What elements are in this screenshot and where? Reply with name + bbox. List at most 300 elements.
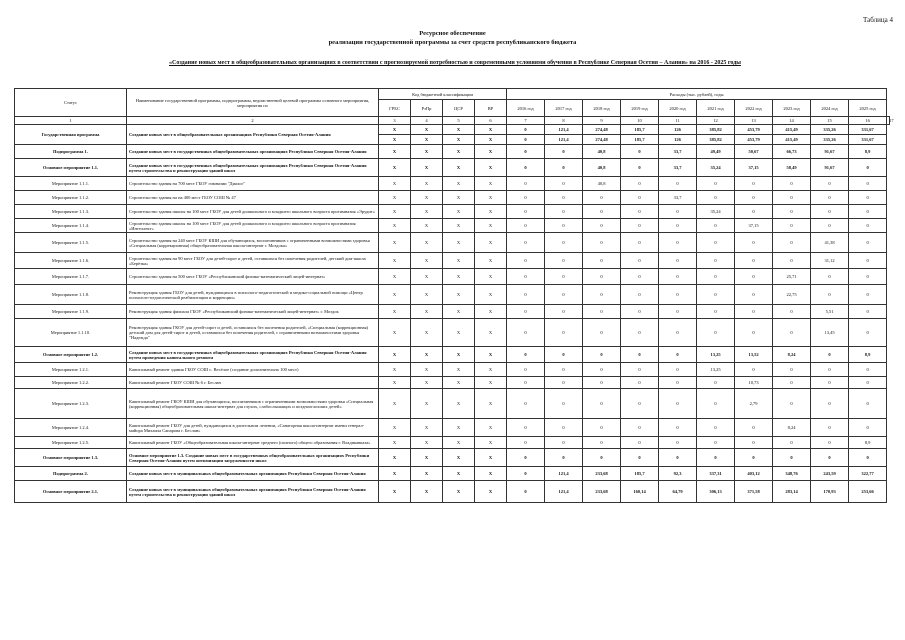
- table-row: [15, 253, 890, 269]
- value-cell: 0: [811, 389, 849, 419]
- code-cell: X: [379, 191, 411, 205]
- value-cell: 0: [659, 305, 697, 319]
- row-name: Строительство здания на на 400 мест ГБОУ СОШ № 47: [127, 191, 379, 205]
- value-cell: 0: [621, 145, 659, 159]
- value-cell: 0: [773, 191, 811, 205]
- value-cell: 0: [811, 177, 849, 191]
- code-cell: X: [475, 219, 507, 233]
- table-row: [15, 437, 890, 449]
- table-row: [15, 285, 890, 305]
- code-cell: X: [443, 159, 475, 177]
- code-cell: X: [475, 253, 507, 269]
- code-cell: X: [379, 467, 411, 481]
- value-cell: 0: [507, 253, 545, 269]
- row-name: Строительство здания на 240 мест ГБОУ КШИ для обучающихся, воспитанников с ограниченными возможностями здоровья «Специальная (коррекционная) общеобразовательная школа-интернат г. Моздока»: [127, 233, 379, 253]
- code-cell: X: [443, 177, 475, 191]
- code-cell: X: [379, 269, 411, 285]
- value-cell: 0: [811, 377, 849, 389]
- code-cell: X: [443, 285, 475, 305]
- code-cell: X: [443, 363, 475, 377]
- code-cell: X: [379, 347, 411, 363]
- value-cell: 337,31: [697, 467, 735, 481]
- row-status: Мероприятие 1.2.3.: [15, 389, 127, 419]
- code-cell: X: [411, 285, 443, 305]
- value-cell: 0: [811, 269, 849, 285]
- value-cell: 0: [621, 253, 659, 269]
- code-cell: X: [379, 377, 411, 389]
- value-cell: 5,51: [811, 305, 849, 319]
- table-row: [15, 177, 890, 191]
- code-cell: X: [379, 305, 411, 319]
- column-number-row: [15, 117, 890, 125]
- value-cell: 0: [583, 253, 621, 269]
- value-cell: 0: [507, 363, 545, 377]
- code-cell: X: [379, 449, 411, 467]
- value-cell: 0: [507, 377, 545, 389]
- table-label: Таблица 4: [863, 16, 893, 24]
- row-status: Мероприятие 1.1.4.: [15, 219, 127, 233]
- value-cell: 0: [507, 135, 545, 145]
- value-cell: 274,48: [583, 135, 621, 145]
- row-name: Строительство здания на 500 мест ГБОУ «Республиканский физико-математический лицей-интернат»: [127, 269, 379, 285]
- code-cell: X: [411, 449, 443, 467]
- value-cell: 0: [849, 253, 887, 269]
- row-status: Мероприятие 1.1.9.: [15, 305, 127, 319]
- value-cell: 0: [507, 305, 545, 319]
- value-cell: 22,75: [773, 285, 811, 305]
- column-number: 6: [475, 117, 507, 125]
- row-status: Мероприятие 1.2.2.: [15, 377, 127, 389]
- row-name: Реконструкция здания ГБОУ для детей, нуждающихся в психолого-педагогической и медико-социальной помощи «Центр психолого-педагогической реабилитации и коррекции»: [127, 285, 379, 305]
- value-cell: 0: [849, 419, 887, 437]
- value-cell: 0: [735, 233, 773, 253]
- code-cell: X: [443, 125, 475, 135]
- value-cell: 0: [583, 437, 621, 449]
- code-cell: X: [379, 219, 411, 233]
- table-row: [15, 159, 890, 177]
- code-cell: X: [443, 205, 475, 219]
- value-cell: 322,77: [849, 467, 887, 481]
- code-cell: X: [411, 319, 443, 347]
- value-cell: 0: [773, 437, 811, 449]
- row-name: Строительство здания школы на 100 мест ГБОУ для детей дошкольного и младшего школьного возраста прогимназия «Интеллект»: [127, 219, 379, 233]
- value-cell: 0: [545, 389, 583, 419]
- value-cell: 0: [507, 177, 545, 191]
- value-cell: 0: [621, 177, 659, 191]
- value-cell: 0: [735, 177, 773, 191]
- value-cell: 37,15: [735, 159, 773, 177]
- value-cell: 121,4: [545, 481, 583, 503]
- code-cell: X: [379, 437, 411, 449]
- table-row: [15, 205, 890, 219]
- code-cell: X: [411, 191, 443, 205]
- value-cell: 0: [507, 205, 545, 219]
- value-cell: 348,76: [773, 467, 811, 481]
- code-cell: X: [443, 253, 475, 269]
- value-cell: 13,52: [735, 347, 773, 363]
- value-cell: 0: [659, 233, 697, 253]
- value-cell: 0: [811, 219, 849, 233]
- row-status: Мероприятие 1.1.2.: [15, 191, 127, 205]
- value-cell: 37,15: [735, 219, 773, 233]
- code-cell: X: [411, 159, 443, 177]
- value-cell: 0: [583, 347, 621, 363]
- value-cell: 306,13: [697, 481, 735, 503]
- value-cell: 0: [583, 269, 621, 285]
- row-name: Основное мероприятие 1.3. Создание новых мест в государственных общеобразовательных организациях Республики Северная Осетия-Алания путем оптимизации загруженности школ: [127, 449, 379, 467]
- value-cell: 0: [697, 233, 735, 253]
- code-cell: X: [443, 191, 475, 205]
- value-cell: 0: [583, 449, 621, 467]
- code-cell: X: [475, 269, 507, 285]
- column-number: 10: [621, 117, 659, 125]
- code-cell: X: [475, 449, 507, 467]
- value-cell: 0: [773, 305, 811, 319]
- code-cell: X: [475, 437, 507, 449]
- value-cell: 0: [697, 377, 735, 389]
- value-cell: 0: [849, 205, 887, 219]
- code-cell: X: [411, 377, 443, 389]
- value-cell: 0: [849, 233, 887, 253]
- value-cell: 0: [697, 437, 735, 449]
- code-cell: X: [411, 145, 443, 159]
- row-name: Строительство здания на 90 мест ГБОУ для детей-сирот и детей, оставшихся без попечения родителей, детский дом-школа «Берёзка»: [127, 253, 379, 269]
- table-row: [15, 233, 890, 253]
- value-cell: 0: [697, 305, 735, 319]
- value-cell: 13,45: [811, 319, 849, 347]
- value-cell: 331,67: [849, 125, 887, 135]
- value-cell: 0: [621, 437, 659, 449]
- code-cell: X: [411, 347, 443, 363]
- value-cell: 121,4: [545, 467, 583, 481]
- header-year-4: 2020 год: [659, 100, 697, 117]
- value-cell: 0: [507, 269, 545, 285]
- value-cell: 0: [735, 449, 773, 467]
- value-cell: 0: [507, 389, 545, 419]
- row-status: Основное мероприятие 1.2.: [15, 347, 127, 363]
- header-expenses: Расходы (тыс. рублей), годы: [507, 89, 887, 100]
- table-row: [15, 191, 890, 205]
- value-cell: 0: [849, 191, 887, 205]
- row-status: Основное мероприятие 1.1.: [15, 159, 127, 177]
- value-cell: 0: [849, 389, 887, 419]
- column-number: 5: [443, 117, 475, 125]
- row-status: Подпрограмма 2.: [15, 467, 127, 481]
- value-cell: 0: [545, 305, 583, 319]
- row-name: Создание новых мест в государственных общеобразовательных организациях Республики Северная Осетия-Алания: [127, 145, 379, 159]
- value-cell: 40,8: [583, 177, 621, 191]
- value-cell: 0: [659, 437, 697, 449]
- header-year-3: 2019 год: [621, 100, 659, 117]
- value-cell: 0: [659, 419, 697, 437]
- code-cell: X: [443, 481, 475, 503]
- code-cell: X: [475, 233, 507, 253]
- row-status: Мероприятие 1.2.1.: [15, 363, 127, 377]
- code-cell: X: [443, 233, 475, 253]
- value-cell: 0: [697, 319, 735, 347]
- value-cell: 403,12: [735, 467, 773, 481]
- code-cell: X: [475, 205, 507, 219]
- value-cell: 0: [735, 253, 773, 269]
- value-cell: 0: [659, 253, 697, 269]
- value-cell: 0: [735, 363, 773, 377]
- value-cell: 415,49: [773, 125, 811, 135]
- header-year-6: 2022 год: [735, 100, 773, 117]
- value-cell: 40,8: [583, 159, 621, 177]
- code-cell: X: [411, 135, 443, 145]
- value-cell: 0: [545, 437, 583, 449]
- value-cell: 0: [697, 449, 735, 467]
- value-cell: 58,49: [773, 159, 811, 177]
- value-cell: 0: [507, 319, 545, 347]
- value-cell: 0: [697, 419, 735, 437]
- table-row: [15, 269, 890, 285]
- value-cell: 335,26: [811, 125, 849, 135]
- value-cell: 0: [545, 285, 583, 305]
- row-name: Капитальный ремонт ГБОУ для детей, нуждающихся в длительном лечении, «Санаторная школа-интернат имени генерал-майора Михаила Сапарова г. Беслан»: [127, 419, 379, 437]
- code-cell: X: [475, 125, 507, 135]
- value-cell: 0: [659, 269, 697, 285]
- code-cell: X: [443, 305, 475, 319]
- value-cell: 126: [659, 125, 697, 135]
- code-cell: X: [411, 481, 443, 503]
- value-cell: 8,9: [849, 145, 887, 159]
- header-code-3: ВР: [475, 100, 507, 117]
- table-row: [15, 449, 890, 467]
- code-cell: X: [411, 125, 443, 135]
- value-cell: 0: [507, 191, 545, 205]
- document-title-line2: реализации государственной программы за счет средств республиканского бюджета: [328, 39, 577, 46]
- column-number: 1: [15, 117, 127, 125]
- value-cell: 331,67: [849, 135, 887, 145]
- value-cell: 0: [773, 233, 811, 253]
- column-number: 11: [659, 117, 697, 125]
- value-cell: 0: [621, 233, 659, 253]
- value-cell: 35,24: [697, 159, 735, 177]
- value-cell: 0: [583, 377, 621, 389]
- value-cell: 415,49: [773, 135, 811, 145]
- code-cell: X: [475, 467, 507, 481]
- value-cell: 0: [621, 419, 659, 437]
- row-name: Капитальный ремонт ГКОУ КШИ для обучающихся, воспитанников с ограниченными возможностями здоровья «Специальная (коррекционная) общеобразовательная школа-интернат для глухих, слабослышащих и позднооглохших детей»: [127, 389, 379, 419]
- header-status: Статус: [15, 89, 127, 117]
- value-cell: 0: [735, 419, 773, 437]
- value-cell: 0: [545, 419, 583, 437]
- value-cell: 0: [583, 305, 621, 319]
- value-cell: 91,67: [811, 145, 849, 159]
- column-number: 16: [849, 117, 887, 125]
- value-cell: 0: [659, 347, 697, 363]
- value-cell: 185,7: [621, 467, 659, 481]
- header-year-2: 2018 год: [583, 100, 621, 117]
- value-cell: 0: [659, 319, 697, 347]
- code-cell: X: [475, 191, 507, 205]
- value-cell: 0: [507, 437, 545, 449]
- document-title: Ресурсное обеспечение: [419, 30, 486, 37]
- code-cell: X: [411, 437, 443, 449]
- code-cell: X: [379, 125, 411, 135]
- column-number: 15: [811, 117, 849, 125]
- value-cell: 64,79: [659, 481, 697, 503]
- value-cell: 0: [621, 347, 659, 363]
- code-cell: X: [379, 419, 411, 437]
- row-status: Мероприятие 1.1.10.: [15, 319, 127, 347]
- value-cell: 0: [735, 319, 773, 347]
- row-status: Государственная программа: [15, 125, 127, 145]
- value-cell: 0: [849, 363, 887, 377]
- value-cell: 0: [849, 377, 887, 389]
- value-cell: 0: [507, 481, 545, 503]
- table-row: [15, 377, 890, 389]
- code-cell: X: [475, 481, 507, 503]
- value-cell: 0: [849, 319, 887, 347]
- code-cell: X: [443, 219, 475, 233]
- value-cell: 0: [849, 177, 887, 191]
- code-cell: X: [411, 219, 443, 233]
- resource-table: [14, 88, 894, 503]
- value-cell: 0: [507, 419, 545, 437]
- value-cell: 0: [621, 305, 659, 319]
- table-row: [15, 347, 890, 363]
- value-cell: 0: [545, 269, 583, 285]
- code-cell: X: [411, 419, 443, 437]
- code-cell: X: [443, 419, 475, 437]
- code-cell: X: [379, 177, 411, 191]
- value-cell: 0: [583, 319, 621, 347]
- code-cell: X: [475, 285, 507, 305]
- value-cell: 33,7: [659, 191, 697, 205]
- table-row: [15, 363, 890, 377]
- value-cell: 0: [735, 305, 773, 319]
- code-cell: X: [411, 363, 443, 377]
- code-cell: X: [443, 319, 475, 347]
- table-body: [15, 125, 890, 503]
- value-cell: 13,25: [697, 347, 735, 363]
- value-cell: 160,14: [621, 481, 659, 503]
- row-name: Строительство здания на 700 мест ГБОУ гимназии "Диалог": [127, 177, 379, 191]
- row-name: Создание новых мест в государственных общеобразовательных организациях Республики Северная Осетия-Алания путем проведения капитального ремонта: [127, 347, 379, 363]
- row-name: Создание новых мест в муниципальных общеобразовательных организациях Республики Северная Осетия-Алания путем строительства и реконструкции зданий школ: [127, 481, 379, 503]
- value-cell: 0: [735, 269, 773, 285]
- value-cell: 0: [621, 319, 659, 347]
- value-cell: 0: [849, 305, 887, 319]
- column-number: 7: [507, 117, 545, 125]
- code-cell: X: [411, 269, 443, 285]
- value-cell: 50,67: [735, 145, 773, 159]
- value-cell: 0: [545, 177, 583, 191]
- row-name: Создание новых мест в общеобразовательных организациях Республики Северная Осетия-Алания: [127, 125, 379, 145]
- value-cell: 185,7: [621, 125, 659, 135]
- value-cell: 453,79: [735, 125, 773, 135]
- row-status: Основное мероприятие 1.3.: [15, 449, 127, 467]
- code-cell: X: [443, 145, 475, 159]
- value-cell: 40,8: [583, 145, 621, 159]
- value-cell: 0: [507, 125, 545, 135]
- value-cell: 31,12: [811, 253, 849, 269]
- value-cell: 0: [849, 449, 887, 467]
- column-number: 13: [735, 117, 773, 125]
- code-cell: X: [411, 177, 443, 191]
- value-cell: 0: [773, 205, 811, 219]
- code-cell: X: [475, 305, 507, 319]
- header-year-5: 2021 год: [697, 100, 735, 117]
- value-cell: 0: [773, 177, 811, 191]
- header-code-0: ГРБС: [379, 100, 411, 117]
- value-cell: 0: [697, 389, 735, 419]
- code-cell: X: [411, 467, 443, 481]
- row-name: Строительство здания школы на 100 мест ГБОУ для детей дошкольного и младшего школьного возраста прогимназия «Эрудит»: [127, 205, 379, 219]
- code-cell: X: [443, 135, 475, 145]
- column-number: 12: [697, 117, 735, 125]
- value-cell: 453,79: [735, 135, 773, 145]
- value-cell: 0: [659, 389, 697, 419]
- value-cell: 0: [811, 437, 849, 449]
- table-row: [15, 419, 890, 437]
- code-cell: X: [443, 437, 475, 449]
- code-cell: X: [443, 377, 475, 389]
- value-cell: 0: [659, 377, 697, 389]
- table-row: [15, 389, 890, 419]
- code-cell: X: [443, 389, 475, 419]
- value-cell: 170,93: [811, 481, 849, 503]
- value-cell: 0: [545, 219, 583, 233]
- value-cell: 0: [773, 389, 811, 419]
- table-row: [15, 481, 890, 503]
- value-cell: 0: [545, 233, 583, 253]
- code-cell: X: [411, 389, 443, 419]
- value-cell: 0: [507, 285, 545, 305]
- value-cell: 0: [773, 219, 811, 233]
- code-cell: X: [475, 159, 507, 177]
- row-name: Реконструкция здания ГКОУ для детей-сирот и детей, оставшихся без попечения родителей, «Специальная (коррекционная) детский дом для детей-сирот и детей, оставшихся без попечения родителей, с ограниченными возможностями здоровья "Надежда": [127, 319, 379, 347]
- code-cell: X: [379, 159, 411, 177]
- value-cell: 385,82: [697, 135, 735, 145]
- value-cell: 0: [545, 145, 583, 159]
- value-cell: 0: [811, 347, 849, 363]
- value-cell: 0: [507, 145, 545, 159]
- value-cell: 49,49: [697, 145, 735, 159]
- code-cell: X: [475, 145, 507, 159]
- value-cell: 243,59: [811, 467, 849, 481]
- value-cell: 0: [545, 449, 583, 467]
- value-cell: 0: [545, 363, 583, 377]
- table-row: [15, 305, 890, 319]
- code-cell: X: [475, 389, 507, 419]
- value-cell: 371,58: [735, 481, 773, 503]
- column-number: 14: [773, 117, 811, 125]
- value-cell: 0: [811, 205, 849, 219]
- value-cell: 0: [849, 159, 887, 177]
- code-cell: X: [411, 233, 443, 253]
- value-cell: 0: [507, 347, 545, 363]
- code-cell: X: [411, 253, 443, 269]
- value-cell: 0: [621, 205, 659, 219]
- row-status: Мероприятие 1.1.7.: [15, 269, 127, 285]
- value-cell: 121,4: [545, 135, 583, 145]
- value-cell: 33,7: [659, 145, 697, 159]
- code-cell: X: [475, 347, 507, 363]
- code-cell: X: [379, 135, 411, 145]
- value-cell: 185,7: [621, 135, 659, 145]
- row-name: Создание новых мест в государственных общеобразовательных организациях Республики Северная Осетия-Алания путем строительства и реконструкции зданий школ: [127, 159, 379, 177]
- code-cell: X: [379, 389, 411, 419]
- value-cell: 0: [621, 389, 659, 419]
- value-cell: 0: [507, 233, 545, 253]
- value-cell: 0: [811, 191, 849, 205]
- table-row: [15, 219, 890, 233]
- value-cell: 0: [811, 285, 849, 305]
- value-cell: 0: [545, 347, 583, 363]
